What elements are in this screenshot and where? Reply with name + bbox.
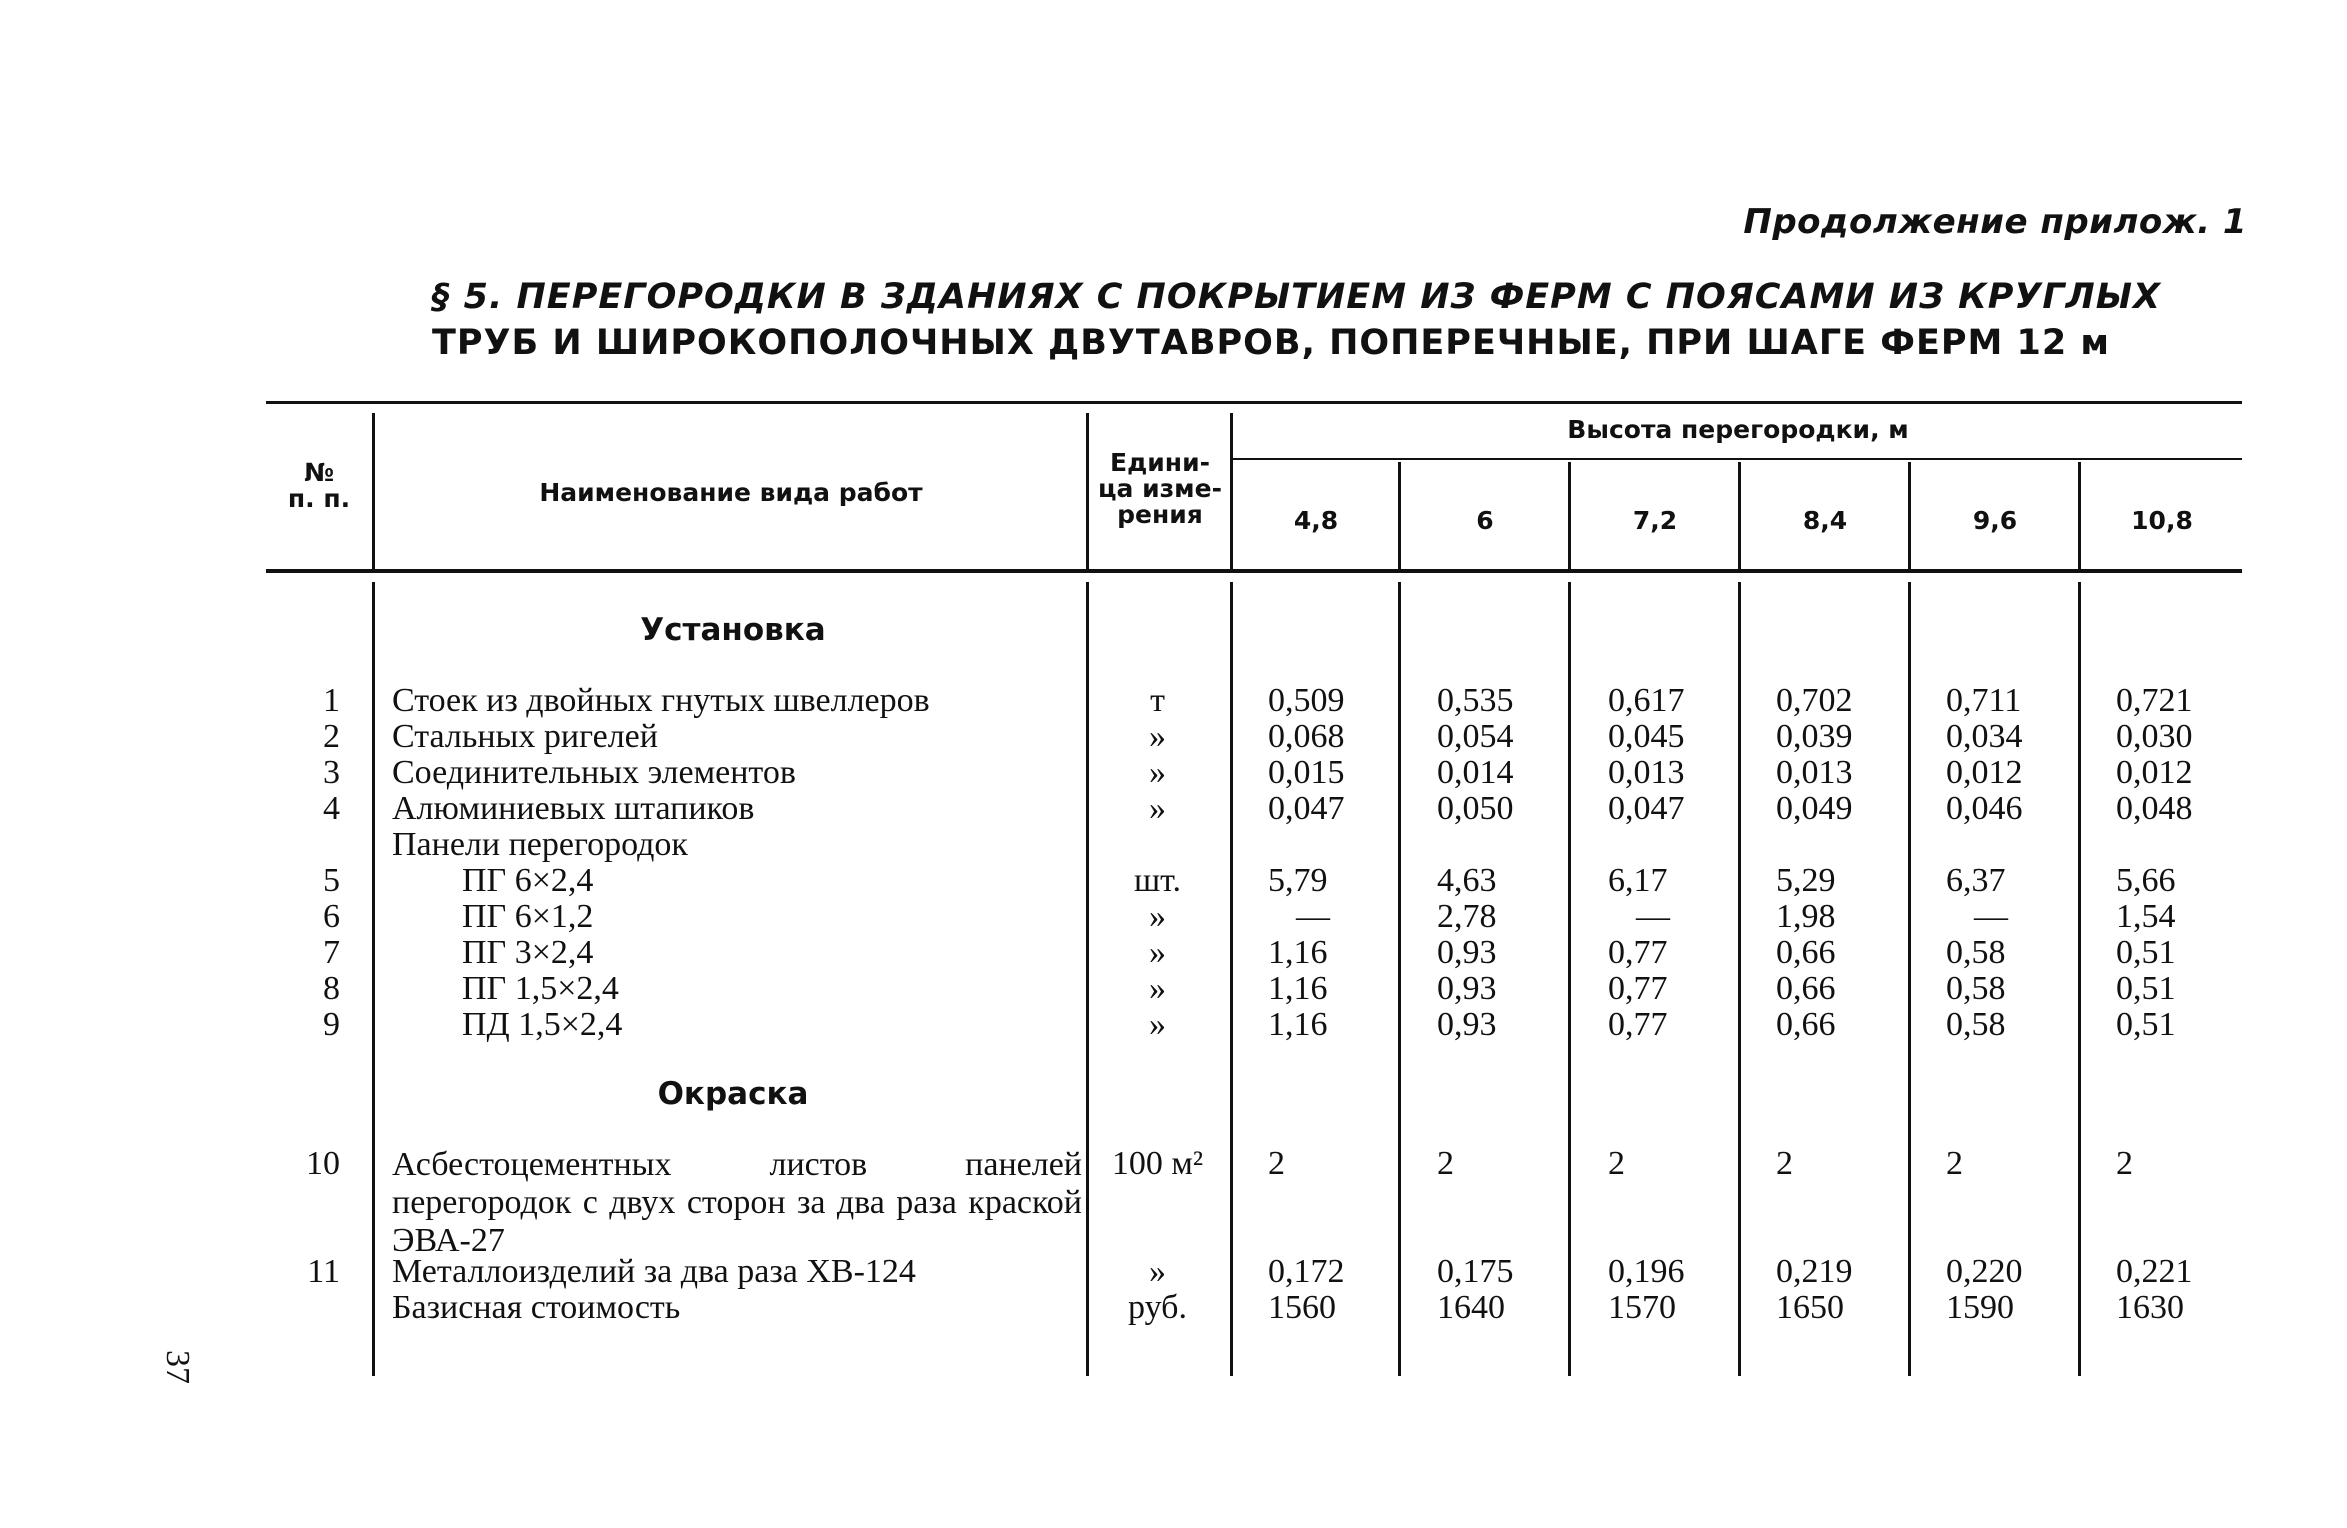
row-name: Алюминиевых штапиков: [392, 790, 755, 827]
row-value: 6,37: [1946, 862, 2006, 899]
row-value: 0,77: [1608, 1006, 1668, 1043]
row-value: —: [1296, 898, 1330, 935]
row-value: 0,045: [1608, 718, 1685, 755]
header-divider-h4: [1908, 462, 1911, 569]
header-height-2: 6: [1476, 506, 1494, 535]
row-value: 0,013: [1776, 754, 1853, 791]
row-value: 1650: [1776, 1289, 1844, 1326]
row-unit: »: [1149, 898, 1166, 935]
row-value: 0,039: [1776, 718, 1853, 755]
table-row: [0, 1007, 2347, 1043]
table-row: [0, 683, 2347, 719]
header-divider-name: [1086, 413, 1089, 569]
row-name: ПГ 6×1,2: [462, 898, 594, 935]
row-name: Панели перегородок: [392, 826, 688, 863]
table-row: [0, 863, 2347, 899]
row-num: 9: [323, 1006, 340, 1043]
row-name: Металлоизделий за два раза ХВ-124: [392, 1253, 916, 1290]
table-row: [0, 1290, 2347, 1326]
header-height-3: 7,2: [1632, 506, 1678, 535]
row-value: 0,068: [1268, 718, 1345, 755]
row-unit: »: [1149, 970, 1166, 1007]
row-value: 0,535: [1437, 682, 1514, 719]
row-value: 2: [1437, 1145, 1454, 1182]
row-num: 1: [323, 682, 340, 719]
row-value: 0,66: [1776, 934, 1836, 971]
row-value: 0,015: [1268, 754, 1345, 791]
row-value: 0,66: [1776, 970, 1836, 1007]
row-num: 5: [323, 862, 340, 899]
page-number: 37: [159, 1350, 196, 1384]
row-value: 0,172: [1268, 1253, 1345, 1290]
row-num: 7: [323, 934, 340, 971]
header-num: [266, 460, 372, 512]
row-value: 0,509: [1268, 682, 1345, 719]
row-name: ПГ 6×2,4: [462, 862, 594, 899]
header-name: Наименование вида работ: [539, 478, 923, 507]
row-name: ПГ 3×2,4: [462, 934, 594, 971]
header-divider-num: [372, 413, 375, 569]
row-value: 0,047: [1608, 790, 1685, 827]
row-unit: »: [1149, 754, 1166, 791]
header-unit-line3: рения: [1117, 500, 1203, 529]
row-value: 0,617: [1608, 682, 1685, 719]
header-divider-h1: [1398, 462, 1401, 569]
header-num-line2: п. п.: [287, 484, 351, 513]
row-value: 2: [2116, 1145, 2133, 1182]
header-divider-h2: [1568, 462, 1571, 569]
row-value: 6,17: [1608, 862, 1668, 899]
row-name: Стальных ригелей: [392, 718, 658, 755]
row-value: 0,050: [1437, 790, 1514, 827]
header-height-group: Высота перегородки, м: [1567, 415, 1909, 444]
row-name: Асбестоцементных листов панелей перегородок с двух сторон за два раза краской ЭВА-27: [392, 1146, 1082, 1259]
header-height-1: 4,8: [1293, 506, 1339, 535]
row-value: 2: [1608, 1145, 1625, 1182]
header-divider-h3: [1738, 462, 1741, 569]
row-value: 0,048: [2116, 790, 2193, 827]
row-value: —: [1636, 898, 1670, 935]
row-value: 0,034: [1946, 718, 2023, 755]
continuation-caption: Продолжение прилож. 1: [1743, 202, 2247, 242]
header-num-line1: №: [303, 458, 335, 487]
table-row: [0, 935, 2347, 971]
header-divider-unit: [1230, 413, 1233, 569]
section-heading-paint: Окраска: [657, 1076, 809, 1112]
row-unit: »: [1149, 934, 1166, 971]
row-num: 4: [323, 790, 340, 827]
row-value: —: [1974, 898, 2008, 935]
row-value: 0,702: [1776, 682, 1853, 719]
row-value: 2: [1268, 1145, 1285, 1182]
table-row: [0, 755, 2347, 791]
table-row: [0, 1254, 2347, 1290]
row-value: 1560: [1268, 1289, 1336, 1326]
row-value: 5,29: [1776, 862, 1836, 899]
row-value: 1630: [2116, 1289, 2184, 1326]
row-value: 0,93: [1437, 1006, 1497, 1043]
row-value: 0,219: [1776, 1253, 1853, 1290]
row-num: 11: [307, 1253, 340, 1290]
row-name: ПД 1,5×2,4: [462, 1006, 623, 1043]
row-unit: »: [1149, 790, 1166, 827]
row-value: 0,93: [1437, 970, 1497, 1007]
row-value: 0,196: [1608, 1253, 1685, 1290]
row-value: 0,77: [1608, 970, 1668, 1007]
row-value: 0,51: [2116, 1006, 2176, 1043]
section-heading-install: Установка: [640, 612, 826, 648]
row-unit: 100 м²: [1111, 1145, 1204, 1182]
row-value: 0,51: [2116, 970, 2176, 1007]
height-group-rule: [1230, 458, 2242, 460]
table-row: [0, 827, 2347, 863]
section-title-line1: § 5. ПЕРЕГОРОДКИ В ЗДАНИЯХ С ПОКРЫТИЕМ ИЗ ФЕРМ С ПОЯСАМИ ИЗ КРУГЛЫХ: [432, 277, 2162, 317]
row-name: Соединительных элементов: [392, 754, 796, 791]
row-unit: шт.: [1134, 862, 1181, 899]
row-value: 0,721: [2116, 682, 2193, 719]
row-value: 1,54: [2116, 898, 2176, 935]
row-name: Базисная стоимость: [392, 1289, 681, 1326]
row-value: 5,66: [2116, 862, 2176, 899]
row-value: 0,220: [1946, 1253, 2023, 1290]
row-value: 1590: [1946, 1289, 2014, 1326]
row-value: 1,98: [1776, 898, 1836, 935]
header-divider-h5: [2078, 462, 2081, 569]
row-value: 0,012: [2116, 754, 2193, 791]
row-unit: »: [1149, 718, 1166, 755]
row-value: 0,175: [1437, 1253, 1514, 1290]
header-unit-line1: Едини-: [1110, 448, 1210, 477]
header-height-4: 8,4: [1802, 506, 1848, 535]
table-row: [0, 971, 2347, 1007]
table-row: [0, 719, 2347, 755]
row-unit: т: [1150, 682, 1165, 719]
table-top-rule: [266, 401, 2242, 404]
row-value: 1640: [1437, 1289, 1505, 1326]
row-value: 0,58: [1946, 1006, 2006, 1043]
header-height-5: 9,6: [1972, 506, 2018, 535]
row-value: 5,79: [1268, 862, 1328, 899]
table-row: [0, 791, 2347, 827]
row-unit: »: [1149, 1253, 1166, 1290]
section-title-line2: ТРУБ И ШИРОКОПОЛОЧНЫХ ДВУТАВРОВ, ПОПЕРЕЧНЫЕ, ПРИ ШАГЕ ФЕРМ 12 м: [432, 323, 2111, 363]
row-num: 8: [323, 970, 340, 1007]
header-unit: [1090, 450, 1230, 528]
row-num: 10: [306, 1145, 340, 1182]
row-value: 2: [1776, 1145, 1793, 1182]
row-value: 0,030: [2116, 718, 2193, 755]
row-value: 4,63: [1437, 862, 1497, 899]
header-unit-line2: ца изме-: [1098, 474, 1222, 503]
row-value: 0,012: [1946, 754, 2023, 791]
row-num: 3: [323, 754, 340, 791]
row-unit: »: [1149, 1006, 1166, 1043]
row-value: 2,78: [1437, 898, 1497, 935]
row-value: 1,16: [1268, 934, 1328, 971]
row-name: ПГ 1,5×2,4: [462, 970, 619, 1007]
row-num: 2: [323, 718, 340, 755]
row-value: 0,711: [1946, 682, 2022, 719]
row-value: 0,58: [1946, 934, 2006, 971]
row-value: 0,58: [1946, 970, 2006, 1007]
row-value: 1570: [1608, 1289, 1676, 1326]
row-value: 0,047: [1268, 790, 1345, 827]
table-row: [0, 899, 2347, 935]
row-value: 0,049: [1776, 790, 1853, 827]
row-value: 0,054: [1437, 718, 1514, 755]
table-row: [0, 1146, 2347, 1262]
row-value: 0,046: [1946, 790, 2023, 827]
row-value: 1,16: [1268, 1006, 1328, 1043]
section-title: [432, 274, 2252, 366]
row-value: 0,014: [1437, 754, 1514, 791]
row-value: 1,16: [1268, 970, 1328, 1007]
row-value: 0,51: [2116, 934, 2176, 971]
row-name: Стоек из двойных гнутых швеллеров: [392, 682, 930, 719]
header-height-6: 10,8: [2131, 506, 2193, 535]
row-value: 0,77: [1608, 934, 1668, 971]
row-num: 6: [323, 898, 340, 935]
row-value: 0,93: [1437, 934, 1497, 971]
row-value: 2: [1946, 1145, 1963, 1182]
row-value: 0,221: [2116, 1253, 2193, 1290]
row-value: 0,013: [1608, 754, 1685, 791]
header-bottom-rule: [266, 569, 2242, 573]
row-value: 0,66: [1776, 1006, 1836, 1043]
row-unit: руб.: [1128, 1289, 1187, 1326]
